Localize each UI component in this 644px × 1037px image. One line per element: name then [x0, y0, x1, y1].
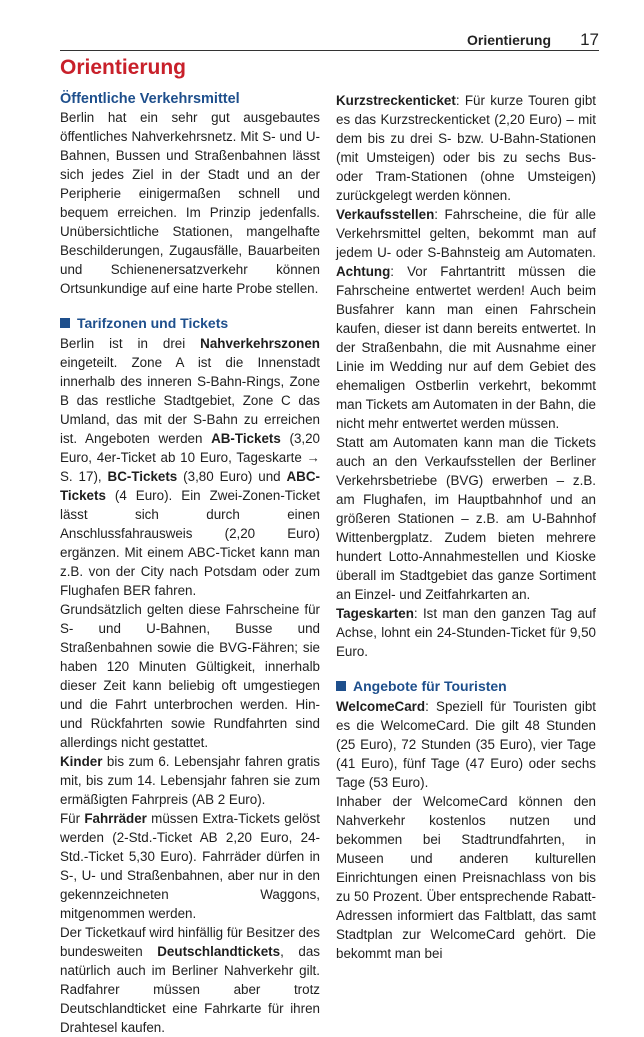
paragraph-automaten: Statt am Automaten kann man die Tickets auch an den Verkaufsstellen der Berliner Verkehrsbetriebe (BVG) erwerben – z.B. am Flughafen, im Hauptbahnhof und an größeren Stationen – z.B. am U-Bahnhof Wittenbergplatz. Zudem bieten mehrere hundert Lotto-Annahmestellen und Kioske überall im Stadtgebiet das ganze Sortiment an Einzel- und Zeitfahrkarten an. — [336, 435, 596, 602]
text-run: : Für kurze Touren gibt es das Kurzstreckenticket (2,20 Euro) – mit dem bis zu drei S- bzw. U-Bahn-Stationen (mit Umsteigen) oder bis zu sechs Bus- oder Tram-Stationen (ohne Umsteigen) zurückgelegt werden können. — [336, 93, 596, 203]
text-run: eingeteilt. Zone A ist die Innenstadt innerhalb des inneren S-Bahn-Rings, Zone B das restliche Stadtgebiet, Zone C das Umland, das mit der S-Bahn zu erreichen ist. Angeboten werden — [60, 355, 320, 446]
paragraph-verkaufsstellen — [336, 205, 596, 433]
paragraph-kinder — [60, 752, 320, 809]
text-run: (3,20 Euro, 4er-Ticket ab 10 Euro, Tageskarte → S. 17), — [60, 431, 321, 484]
text-run: Berlin ist in drei — [60, 336, 201, 351]
page-number: 17 — [580, 30, 599, 49]
bold-term: Deutschlandtickets — [157, 944, 281, 959]
header-rule — [60, 50, 599, 51]
subheading-touristen — [336, 677, 596, 695]
paragraph-tageskarten — [336, 604, 596, 661]
running-head — [60, 30, 599, 50]
right-column — [336, 91, 596, 963]
bold-term: ABC-Tickets — [60, 469, 320, 503]
bold-term: BC-Tickets — [107, 469, 178, 484]
bold-term: Achtung — [336, 264, 391, 279]
paragraph-fahrraeder — [60, 809, 320, 923]
subheading-touristen-label: Angebote für Touristen — [353, 678, 507, 694]
subheading-tarifzonen — [60, 314, 320, 332]
paragraph-intro: Berlin hat ein sehr gut ausgebautes öffentliches Nahverkehrsnetz. Mit S- und U-Bahnen, Bussen und Straßenbahnen lässt sich jedes Ziel in der Stadt und an der Peripherie einigermaßen schnell und bequem erreichen. Im Prinzip jedenfalls. Unübersichtliche Stationen, mangelhafte Beschilderungen, Zugausfälle, Bauarbeiten und Schienenersatzverkehr können Ortsunkundige auf eine harte Probe stellen. — [60, 110, 320, 296]
text-run: : Speziell für Touristen gibt es die WelcomeCard. Die gilt 48 Stunden (25 Euro), 72 Stunden (35 Euro), vier Tage (41 Euro), fünf Tage (47 Euro) oder sechs Tage (53 Euro). — [336, 699, 596, 790]
bold-term: Kinder — [60, 754, 103, 769]
bold-term: Kurzstreckenticket — [336, 93, 456, 108]
text-run: (4 Euro). Ein Zwei-Zonen-Ticket lässt sich durch einen Anschlussfahrausweis (2,20 Euro) ergänzen. Mit einem ABC-Ticket kann man z.B. von der City nach Potsdam oder zum Flughafen BER fahren. — [60, 488, 320, 598]
square-bullet-icon — [60, 318, 70, 328]
text-run: (3,80 Euro) und — [177, 469, 287, 484]
section-heading-oepnv: Öffentliche Verkehrsmittel — [60, 91, 240, 107]
bold-term: Tageskarten — [336, 606, 414, 621]
paragraph-inhaber: Inhaber der WelcomeCard können den Nahverkehr kostenlos nutzen und bekommen bei Stadtrundfahrten, in Museen und anderen kulturellen Einrichtungen einen Preisnachlass von bis zu 50 Prozent. Über entsprechende Rabatt-Adressen informiert das Faltblatt, das samt Stadtplan zur WelcomeCard gehört. Die bekommt man bei — [336, 794, 596, 961]
chapter-title: Orientierung — [60, 56, 187, 79]
paragraph-gueltigkeit: Grundsätzlich gelten diese Fahrscheine für S- und U-Bahnen, Busse und Straßenbahnen sowie die BVG-Fähren; sie haben 120 Minuten Gültigkeit, innerhalb dieser Zeit kann beliebig oft umgestiegen und die Fahrt unterbrochen werden. Hin- und Rückfahrten sowie Rundfahrten sind allerdings nicht gestattet. — [60, 602, 320, 750]
left-column — [60, 90, 320, 1037]
paragraph-zonen — [60, 334, 320, 600]
subheading-tarifzonen-label: Tarifzonen und Tickets — [77, 315, 229, 331]
text-run: : Vor Fahrtantritt müssen die Fahrscheine entwertet werden! Auch beim Busfahrer kann man einen Fahrschein kaufen, dieser ist dann bereits entwertet. In der Straßenbahn, die mit Ausnahme einer Linie im Wedding nur auf dem Gebiet des ehemaligen Ostberlin verkehrt, bekommt man Tickets am Automaten in der Bahn, die nicht mehr entwertet werden müssen. — [336, 264, 596, 431]
bold-term: AB-Tickets — [211, 431, 281, 446]
running-title: Orientierung — [466, 32, 551, 48]
text-run: Für — [60, 811, 85, 826]
text-run: : Fahrscheine, die für alle Verkehrsmittel gelten, bekommt man auf jedem U- oder S-Bahnsteig am Automaten. — [336, 207, 596, 260]
text-run: Der Ticketkauf wird hinfällig für Besitzer des bundesweiten — [60, 925, 320, 959]
text-run: bis zum 6. Lebensjahr fahren gratis mit, bis zum 14. Lebensjahr fahren sie zum ermäßigten Fahrpreis (AB 2 Euro). — [60, 754, 320, 807]
text-run: : Ist man den ganzen Tag auf Achse, lohnt ein 24-Stunden-Ticket für 9,50 Euro. — [336, 606, 596, 659]
bold-term: Verkaufsstellen — [336, 207, 435, 222]
paragraph-welcomecard — [336, 697, 596, 792]
paragraph-kurzstrecke — [336, 91, 596, 205]
square-bullet-icon — [336, 681, 346, 691]
text-run: , das natürlich auch im Berliner Nahverkehr gilt. Radfahrer müssen aber trotz Deutschlandticket eine Fahrkarte für ihren Drahtesel kaufen. — [60, 944, 320, 1035]
bold-term: Fahrräder — [84, 811, 147, 826]
bold-term: WelcomeCard — [336, 699, 426, 714]
text-run: müssen Extra-Tickets gelöst werden (2-Std.-Ticket AB 2,20 Euro, 24-Std.-Ticket 5,30 Euro). Fahrräder dürfen in S-, U- und Straßenbahnen, aber nur in den gekennzeichneten Waggons, mitgenommen werden. — [60, 811, 320, 921]
bold-term: Nahverkehrszonen — [200, 336, 320, 351]
